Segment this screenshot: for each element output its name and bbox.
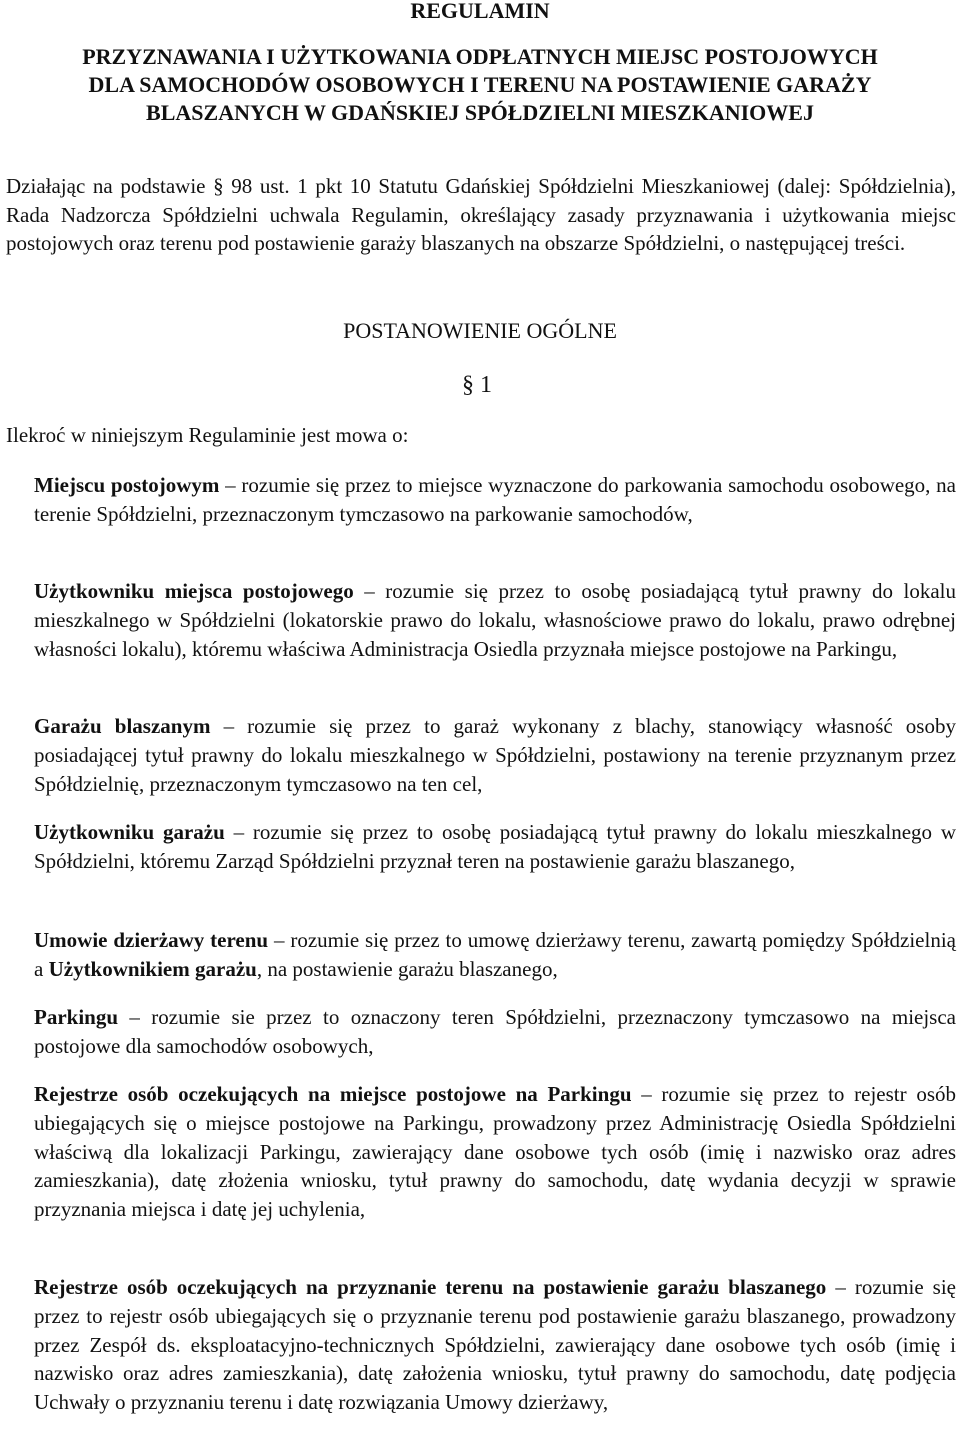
item-text: – rozumie się przez to garaż wykonany z blachy, stanowiący własność osoby posiadającej tytuł prawny do lokalu mieszkalnego w Spółdzielni, postawiony na terenie przyznanym przez Spółdzielnię, przeznaczonym tymczasowo na ten cel, xyxy=(34,714,956,796)
definition-item xyxy=(6,1003,956,1061)
item-term-2: Użytkownikiem garażu xyxy=(48,956,257,981)
item-number xyxy=(6,471,34,500)
paragraph-number: § 1 xyxy=(462,372,492,398)
definition-item xyxy=(6,926,956,984)
definition-item xyxy=(6,1080,956,1224)
item-number xyxy=(6,1003,34,1032)
item-text: – rozumie sie przez to oznaczony teren Spółdzielni, przeznaczony tymczasowo na miejsca postojowe dla samochodów osobowych, xyxy=(34,1005,956,1058)
item-number xyxy=(6,1273,34,1302)
item-term: Umowie dzierżawy terenu xyxy=(34,928,269,952)
definition-item xyxy=(6,471,956,529)
item-text: – rozumie się przez to rejestr osób ubiegających się o miejsce postojowe na Parkingu, prowadzony przez Administrację Osiedla Spółdzielni właściwą dla lokalizacji Parkingu, zawierający dane osobowe tych osób (imię i nazwisko oraz adres zamieszkania), datę złożenia wniosku, tytuł prawny do samochodu, datę wydania decyzji w sprawie przyznania miejsca i datę jej uchylenia, xyxy=(34,1082,956,1222)
item-text-2: , na postawienie garażu blaszanego, xyxy=(256,956,558,981)
definition-item xyxy=(6,818,956,876)
item-number xyxy=(6,712,34,741)
item-term: Miejscu postojowym xyxy=(34,473,220,497)
item-text: – rozumie się przez to umowę dzierżawy terenu, zawartą pomiędzy Spółdzielnią a xyxy=(34,928,956,981)
item-term: Rejestrze osób oczekujących na przyznanie terenu na postawienie garażu blaszanego xyxy=(34,1275,827,1299)
document-title: REGULAMIN xyxy=(410,0,550,23)
item-text: – rozumie się przez to rejestr osób ubiegających się o przyznanie terenu pod postawienie garażu blaszanego, prowadzony przez Zespół ds. eksploatacyjno-technicznych Spółdzielni, zawierający dane osobowe tych osób (imię i nazwisko oraz adres zamieszkania), datę założenia wniosku, tytuł prawny do samochodu, datę podjęcia Uchwały o przyznaniu terenu i datę rozwiązania Umowy dzierżawy, xyxy=(34,1275,956,1415)
item-text: – rozumie się przez to miejsce wyznaczone do parkowania samochodu osobowego, na terenie Spółdzielni, przeznaczonym tymczasowo na parkowanie samochodów, xyxy=(34,473,956,526)
definitions-lead: Ilekroć w niniejszym Regulaminie jest mowa o: xyxy=(6,423,409,447)
definition-item xyxy=(6,712,956,798)
item-number xyxy=(6,577,34,606)
item-term: Garażu blaszanym xyxy=(34,714,211,738)
item-term: Użytkowniku garażu xyxy=(34,820,225,844)
definition-item xyxy=(6,1273,956,1417)
item-text: – rozumie się przez to osobę posiadającą tytuł prawny do lokalu mieszkalnego w Spółdzielni, któremu Zarząd Spółdzielni przyznał teren na postawienie garażu blaszanego, xyxy=(34,820,956,873)
item-term: Użytkowniku miejsca postojowego xyxy=(34,579,354,603)
definition-item xyxy=(6,577,956,663)
document-subtitle-line-2: DLA SAMOCHODÓW OSOBOWYCH I TERENU NA POSTAWIENIE GARAŻY xyxy=(88,72,872,97)
item-number xyxy=(6,818,34,847)
item-text: – rozumie się przez to osobę posiadającą tytuł prawny do lokalu mieszkalnego w Spółdzielni (lokatorskie prawo do lokalu, własnościowe prawo do lokalu, prawo odrębnej własności lokalu), któremu właściwa Administracja Osiedla przyznała miejsce postojowe na Parkingu, xyxy=(34,579,956,661)
section-heading: POSTANOWIENIE OGÓLNE xyxy=(343,318,617,343)
document-subtitle-line-3: BLASZANYCH W GDAŃSKIEJ SPÓŁDZIELNI MIESZKANIOWEJ xyxy=(146,100,814,125)
item-term: Parkingu xyxy=(34,1005,119,1029)
item-number xyxy=(6,1080,34,1109)
intro-paragraph: Działając na podstawie § 98 ust. 1 pkt 10 Statutu Gdańskiej Spółdzielni Mieszkaniowej (dalej: Spółdzielnia), Rada Nadzorcza Spółdzielni uchwala Regulamin, określający zasady przyznawania i użytkowania miejsc postojowych oraz terenu pod postawienie garaży blaszanych na obszarze Spółdzielni, o następującej treści. xyxy=(6,174,956,255)
document-subtitle-line-1: PRZYZNAWANIA I UŻYTKOWANIA ODPŁATNYCH MIEJSC POSTOJOWYCH xyxy=(82,44,878,69)
item-term: Rejestrze osób oczekujących na miejsce postojowe na Parkingu xyxy=(34,1082,632,1106)
item-number xyxy=(6,926,34,955)
